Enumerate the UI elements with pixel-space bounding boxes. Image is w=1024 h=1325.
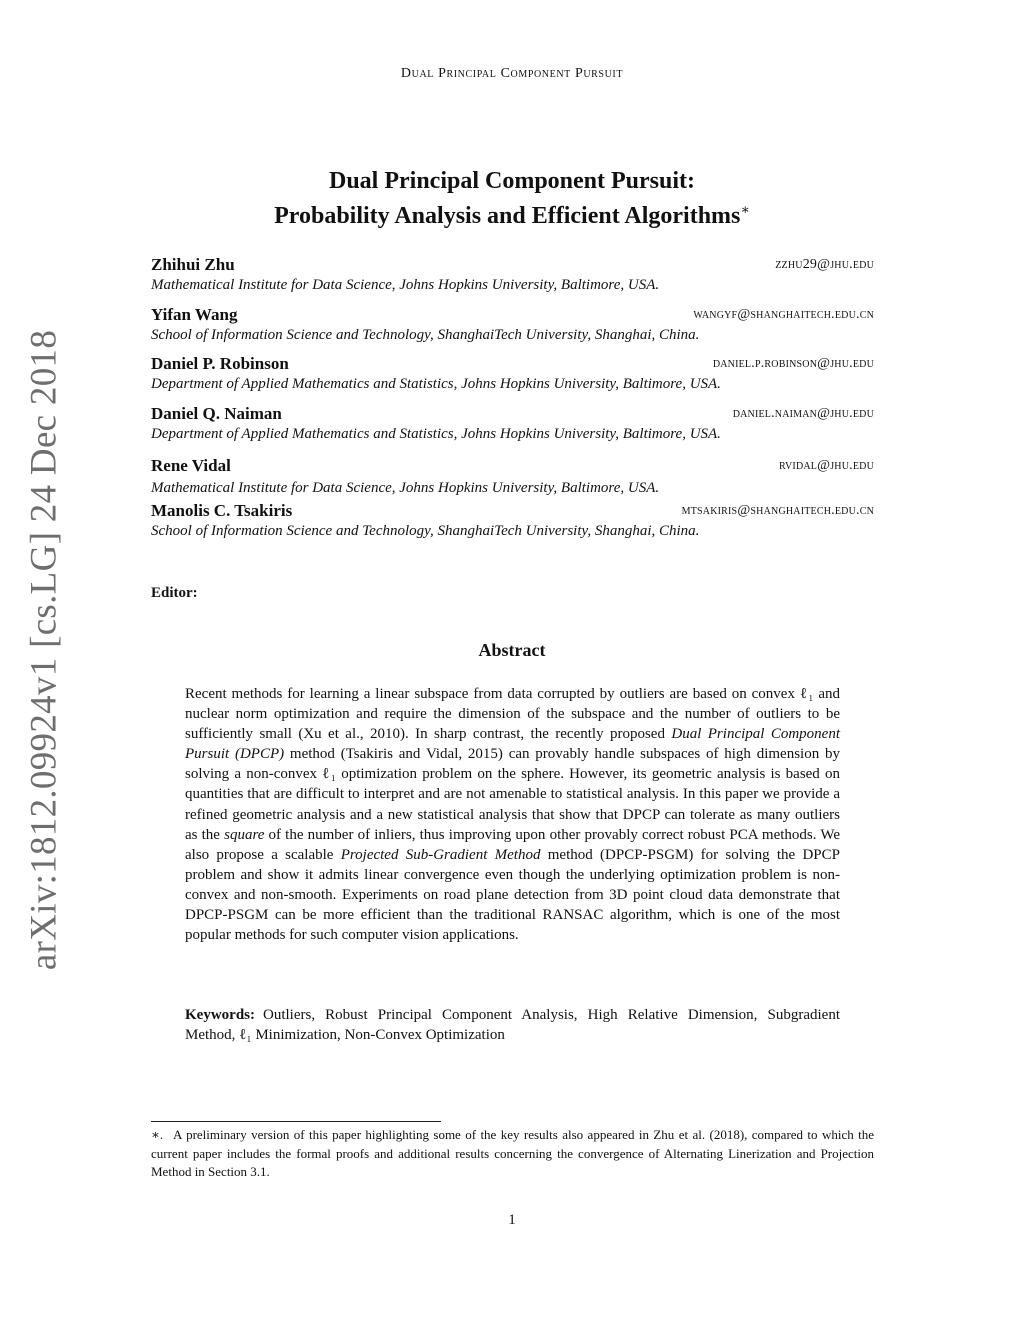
author-affiliation: Department of Applied Mathematics and Statistics, Johns Hopkins University, Baltimore, USA.	[151, 376, 721, 392]
footnote-divider	[151, 1121, 441, 1122]
footnote-text: A preliminary version of this paper highlighting some of the key results also appeared in Zhu et al. (2018), compared to which the current paper includes the formal proofs and additional results concerning the convergence of Alternating Linerization and Projection Method in Section 3.1.	[151, 1127, 874, 1179]
abstract-text: method (DPCP-PSGM) for solving the DPCP problem and show it admits linear convergence even though the underlying optimization problem is non-convex and non-smooth. Experiments on road plane detection from 3D point cloud data demonstrate that DPCP-PSGM can be more efficient than the traditional RANSAC algorithm, which is one of the most popular methods for such computer vision applications.	[185, 846, 840, 944]
title-footnote-marker[interactable]: ∗	[740, 203, 750, 218]
footnote-marker: ∗.	[151, 1127, 164, 1142]
keywords-label: Keywords:	[185, 1007, 255, 1023]
keywords-text: Outliers, Robust Principal Component Analysis, High Relative Dimension, Subgradient Method, ℓ₁ Minimization, Non-Convex Optimization	[185, 1007, 840, 1044]
abstract-emphasis: Projected Sub-Gradient Method	[340, 846, 541, 863]
editor-label: Editor:	[151, 585, 198, 601]
author-affiliation: Mathematical Institute for Data Science, Johns Hopkins University, Baltimore, USA.	[151, 480, 660, 496]
author-entry	[151, 255, 874, 301]
abstract-text: method (Tsakiris and Vidal, 2015) can provably handle subspaces of high dimension by solving a non-convex ℓ₁ optimization problem on the sphere. However, its geometric analysis is based on quantities that are difficult to interpret and are not amenable to statistical analysis. In this paper we provide a refined geometric analysis and a new statistical analysis that show that DPCP can tolerate as many outliers as the	[185, 746, 840, 843]
author-name: Daniel P. Robinson	[151, 354, 289, 373]
author-affiliation: Mathematical Institute for Data Science, Johns Hopkins University, Baltimore, USA.	[151, 277, 660, 293]
running-head: Dual Principal Component Pursuit	[400, 66, 624, 81]
author-affiliation: School of Information Science and Technology, ShanghaiTech University, Shanghai, China.	[151, 327, 700, 343]
abstract-paragraph	[185, 684, 840, 945]
author-email-link[interactable]: zzhu29@jhu.edu	[775, 257, 874, 272]
arxiv-identifier-stamp[interactable]: arXiv:1812.09924v1 [cs.LG] 24 Dec 2018	[23, 329, 65, 971]
abstract-heading: Abstract	[478, 640, 546, 660]
author-email-link[interactable]: daniel.p.robinson@jhu.edu	[712, 356, 874, 371]
title-line-2: Probability Analysis and Efficient Algorithms∗	[274, 203, 750, 229]
footnote	[151, 1126, 874, 1182]
abstract-emphasis: Dual Principal Component Pursuit (DPCP)	[185, 726, 840, 763]
author-email-link[interactable]: rvidal@jhu.edu	[778, 458, 874, 473]
author-entry	[151, 456, 874, 502]
abstract-text: Recent methods for learning a linear subspace from data corrupted by outliers are based on convex ℓ₁ and nuclear norm optimization and require the dimension of the subspace and the number of outliers to be sufficiently small (Xu et al., 2010). In sharp contrast, the recently proposed	[185, 686, 840, 743]
author-email-link[interactable]: daniel.naiman@jhu.edu	[732, 406, 874, 421]
author-name: Zhihui Zhu	[151, 255, 235, 274]
title-line-1: Dual Principal Component Pursuit:	[328, 168, 696, 194]
author-email-link[interactable]: mtsakiris@shanghaitech.edu.cn	[681, 503, 874, 518]
author-name: Yifan Wang	[151, 305, 238, 324]
author-entry	[151, 354, 874, 400]
author-name: Daniel Q. Naiman	[151, 404, 282, 423]
author-name: Manolis C. Tsakiris	[151, 501, 293, 520]
author-affiliation: Department of Applied Mathematics and Statistics, Johns Hopkins University, Baltimore, USA.	[151, 426, 721, 442]
keywords	[185, 1005, 840, 1045]
abstract-text: of the number of inliers, thus improving upon other provably correct robust PCA methods. We also propose a scalable	[185, 826, 840, 863]
author-email-link[interactable]: wangyf@shanghaitech.edu.cn	[693, 307, 874, 322]
author-entry	[151, 404, 874, 450]
author-name: Rene Vidal	[151, 456, 231, 475]
abstract-emphasis: square	[224, 826, 265, 843]
author-affiliation: School of Information Science and Technology, ShanghaiTech University, Shanghai, China.	[151, 523, 700, 539]
author-entry	[151, 501, 874, 547]
author-entry	[151, 305, 874, 351]
abstract-body	[185, 684, 840, 945]
page-number: 1	[508, 1212, 516, 1228]
paper-title	[0, 166, 1024, 231]
